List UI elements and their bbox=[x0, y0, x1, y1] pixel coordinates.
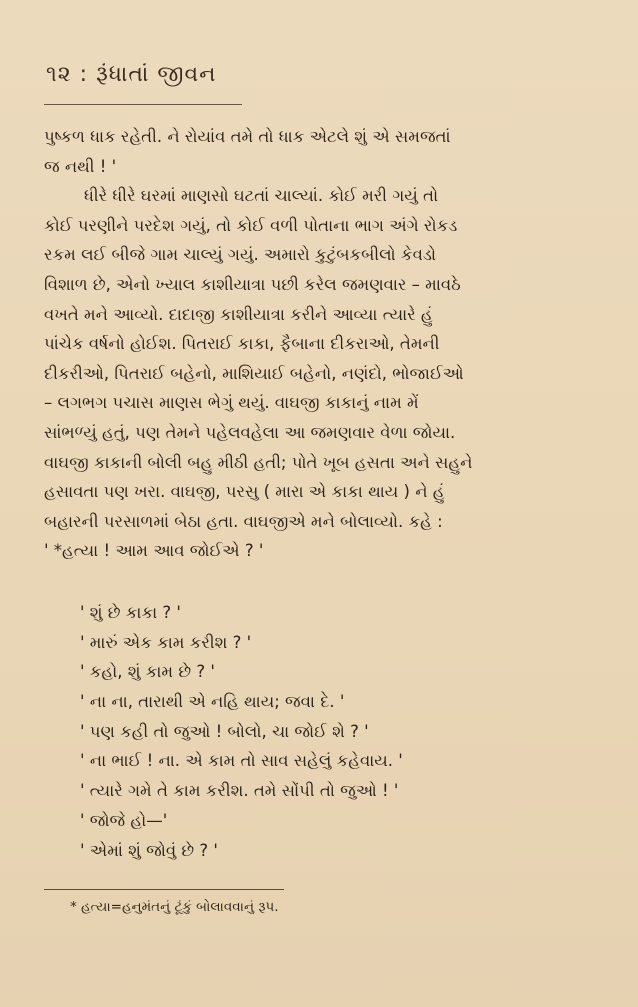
footnote-divider bbox=[44, 889, 284, 890]
body-text bbox=[44, 122, 596, 566]
body-line: ' *હત્યા ! આમ આવ જોઈએ ? ' bbox=[44, 541, 264, 561]
body-line: વખતે મને આવ્યો. દાદાજી કાશીયાત્રા કરીને આવ્યા ત્યારે હું bbox=[44, 304, 433, 324]
body-line: સાંભળ્યું હતું, પણ તેમને પહેલવહેલા આ જમણવાર વેળા જોયા. bbox=[44, 422, 456, 442]
dialogue-line: ' મારું એક કામ કરીશ ? ' bbox=[80, 632, 252, 652]
dialogue-line: ' જોજે હો—' bbox=[80, 810, 168, 830]
body-line: વિશાળ છે, એનો ખ્યાલ કાશીયાત્રા પછી કરેલ જમણવાર – માવઠે bbox=[44, 274, 461, 294]
body-line: જ નથી ! ' bbox=[44, 156, 117, 176]
body-line: બહારની પરસાળમાં બેઠા હતા. વાઘજીએ મને બોલાવ્યો. કહે : bbox=[44, 511, 443, 531]
footnote: * હત્યા=હનુમંતનું ટૂંકું બોલાવવાનું રૂપ. bbox=[70, 899, 279, 915]
body-line: રકમ લઈ બીજે ગામ ચાલ્યું ગયું. અમારો કુટુંબકબીલો કેવડો bbox=[44, 245, 437, 265]
dialogue-line: ' ના ના, તારાથી એ નહિ થાય; જવા દે. ' bbox=[80, 692, 345, 712]
dialogue-line: ' પણ કહી તો જુઓ ! બોલો, ચા જોઈ શે ? ' bbox=[80, 721, 369, 741]
dialogue-line: ' કહો, શું કામ છે ? ' bbox=[80, 662, 215, 682]
header-underline bbox=[44, 104, 242, 105]
body-line: પાંચેક વર્ષનો હોઈશ. પિતરાઈ કાકા, ફૈબાના દીકરાઓ, તેમની bbox=[44, 334, 440, 354]
body-line: હસાવતા પણ ખરા. વાઘજી, પરસુ ( મારા એ કાકા થાય ) ને હું bbox=[44, 482, 445, 502]
dialogue-line: ' ના ભાઈ ! ના. એ કામ તો સાવ સહેલું કહેવાય. ' bbox=[80, 751, 403, 771]
dialogue-line: ' એમાં શું જોવું છે ? ' bbox=[80, 840, 218, 860]
page-header: ૧૨ : રૂંધાતાં જીવન bbox=[46, 62, 217, 87]
body-line: વાઘજી કાકાની બોલી બહુ મીઠી હતી; પોતે ખૂબ હસતા અને સહુને bbox=[44, 452, 473, 472]
body-line: દીકરીઓ, પિતરાઈ બહેનો, માશિયાઈ બહેનો, નણંદો, ભોજાઈઓ bbox=[44, 363, 464, 383]
body-line: પુષ્કળ ધાક રહેતી. ને રોયાંવ તમે તો ધાક એટલે શું એ સમજતાં bbox=[44, 127, 451, 146]
body-line: ધીરે ધીરે ઘરમાં માણસો ઘટતાં ચાલ્યાં. કોઈ મરી ગયું તો bbox=[84, 186, 439, 206]
body-line: કોઈ પરણીને પરદેશ ગયું, તો કોઈ વળી પોતાના ભાગ અંગે રોકડ bbox=[44, 215, 458, 235]
dialogue-block bbox=[80, 598, 600, 865]
dialogue-line: ' શું છે કાકા ? ' bbox=[80, 603, 181, 622]
dialogue-line: ' ત્યારે ગમે તે કામ કરીશ. તમે સોંપી તો જુઓ ! ' bbox=[80, 781, 399, 801]
body-line: – લગભગ પચાસ માણસ ભેગું થયું. વાઘજી કાકાનું નામ મેં bbox=[44, 393, 419, 413]
